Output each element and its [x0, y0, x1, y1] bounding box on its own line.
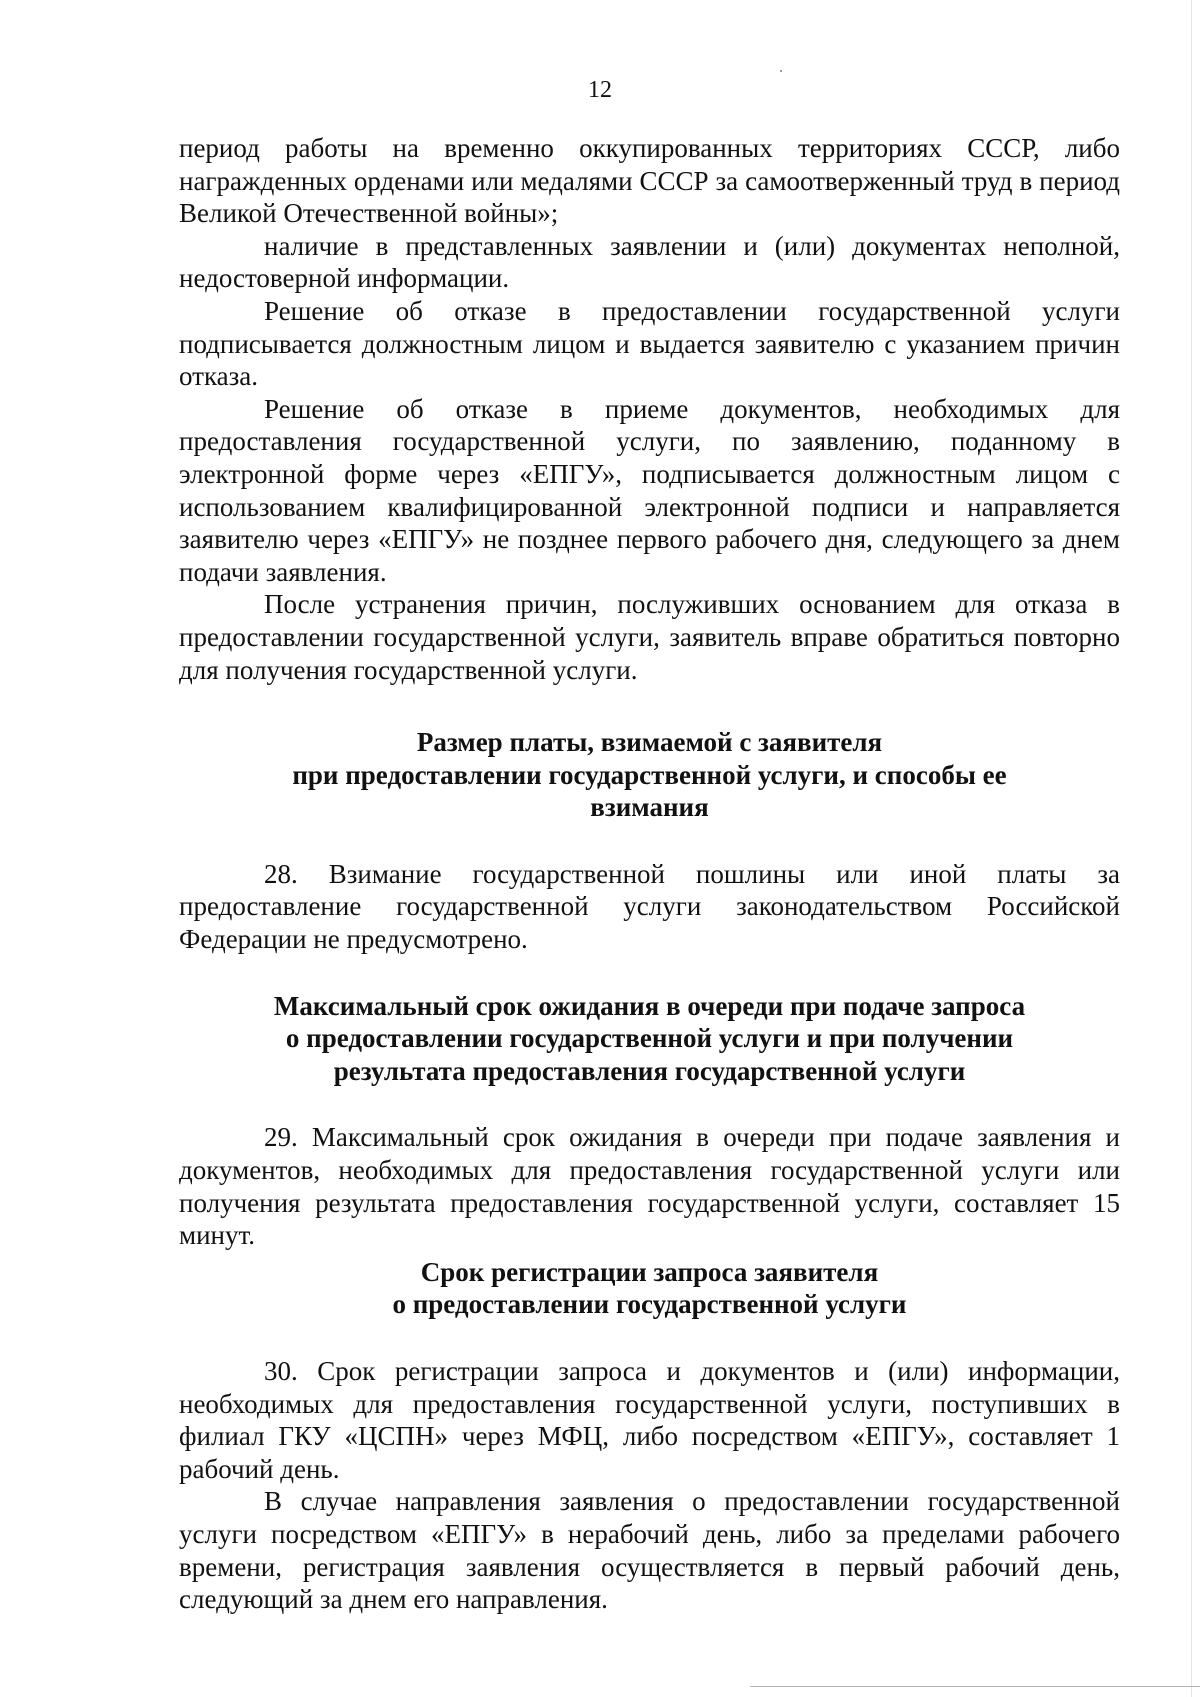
paragraph-30: 30. Срок регистрации запроса и документов и (или) информации, необходимых для предоставления государственной услуги, поступивших в филиал ГКУ «ЦСПН» через МФЦ, либо посредством «ЕПГУ», составляет 1 рабочий день.	[179, 1356, 1120, 1484]
scan-artifact-edge	[1191, 0, 1192, 1697]
heading-queue-line-1: Максимальный срок ожидания в очереди при подаче запроса	[273, 990, 1026, 1021]
paragraph-continuation: период работы на временно оккупированных территориях СССР, либо награжденных орденами или медалями СССР за самоотверженный труд в период Великой Отечественной войны»;	[179, 133, 1120, 229]
heading-queue-line-2: о предоставлении государственной услуги и при получении	[285, 1023, 1014, 1054]
paragraph-refusal-decision: Решение об отказе в предоставлении государственной услуги подписывается должностным лицом и выдается заявителю с указанием причин отказа.	[179, 295, 1120, 392]
paragraph-29: 29. Максимальный срок ожидания в очереди при подаче заявления и документов, необходимых для предоставления государственной услуги или получения результата предоставления государственной услуги, составляет 15 минут.	[179, 1122, 1120, 1251]
paragraph-incomplete-info: наличие в представленных заявлении и (или) документах неполной, недостоверной информации.	[179, 230, 1120, 294]
page-number: 12	[588, 77, 612, 103]
paragraph-31: В случае направления заявления о предоставлении государственной услуги посредством «ЕПГУ» в нерабочий день, либо за пределами рабочего времени, регистрация заявления осуществляется в первый рабочий день, следующий за днем его направления.	[179, 1486, 1120, 1615]
heading-registration	[179, 1256, 1120, 1321]
heading-registration-line-1: Срок регистрации запроса заявителя	[420, 1256, 879, 1287]
scan-artifact-dot	[780, 70, 782, 72]
heading-fee-line-3: взимания	[590, 792, 709, 823]
scan-artifact-line	[750, 1686, 1200, 1687]
heading-queue	[179, 990, 1120, 1088]
paragraph-refusal-epgu: Решение об отказе в приеме документов, необходимых для предоставления государственной услуги, по заявлению, поданному в электронной форме через «ЕПГУ», подписывается должностным лицом с использованием квалифицированной электронной подписи и направляется заявителю через «ЕПГУ» не позднее первого рабочего дня, следующего за днем подачи заявления.	[179, 393, 1120, 587]
document-body	[179, 132, 1120, 1616]
heading-registration-line-2: о предоставлении государственной услуги	[392, 1289, 907, 1320]
heading-fee	[179, 726, 1120, 824]
paragraph-reapply: После устранения причин, послуживших основанием для отказа в предоставлении государственной услуги, заявитель вправе обратиться повторно для получения государственной услуги.	[179, 589, 1120, 685]
heading-fee-line-1: Размер платы, взимаемой с заявителя	[416, 727, 883, 758]
heading-fee-line-2: при предоставлении государственной услуги, и способы ее	[292, 759, 1007, 790]
paragraph-28: 28. Взимание государственной пошлины или иной платы за предоставление государственной услуги законодательством Российской Федерации не предусмотрено.	[179, 858, 1120, 955]
heading-queue-line-3: результата предоставления государственной услуги	[333, 1055, 966, 1086]
